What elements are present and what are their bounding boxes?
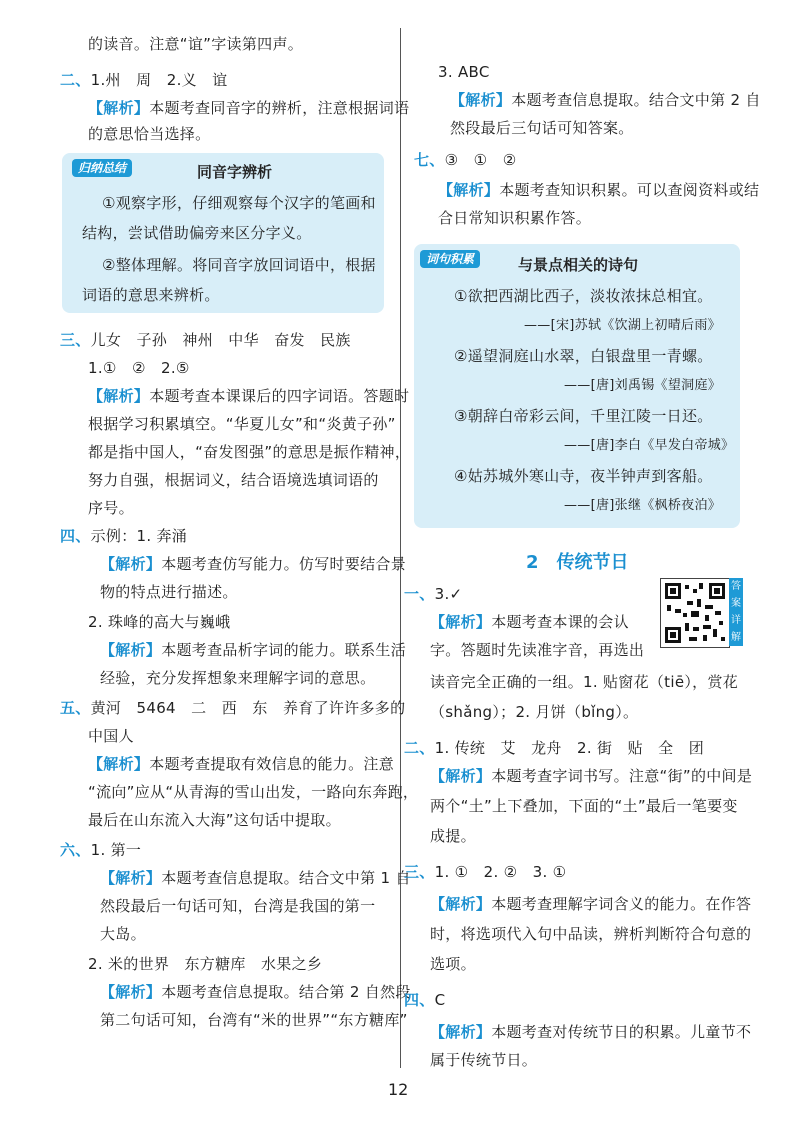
analysis bbox=[430, 766, 752, 786]
answer: 1. 传统 艾 龙舟 2. 街 贴 全 团 bbox=[434, 739, 705, 757]
section-1 bbox=[404, 584, 462, 604]
analysis-text: 两个“土”上下叠加，下面的“土”最后一笔要变 bbox=[430, 797, 738, 815]
section-4 bbox=[60, 526, 187, 546]
qr-label: 答 案 详 解 bbox=[729, 578, 743, 646]
poem-attribution: ——[宋]苏轼《饮湖上初晴后雨》 bbox=[524, 318, 721, 333]
analysis-text: 最后在山东流入大海”这句话中提取。 bbox=[88, 811, 341, 829]
analysis-text: 物的特点进行描述。 bbox=[100, 583, 238, 601]
analysis-text: 本题考查对传统节日的积累。儿童节不 bbox=[491, 1023, 752, 1041]
analysis bbox=[100, 982, 411, 1002]
analysis-text: 努力自强，根据词义，结合语境选填词语的 bbox=[88, 471, 379, 489]
poem-box bbox=[414, 244, 740, 528]
poem-line: ①欲把西湖比西子，淡妆浓抹总相宜。 bbox=[454, 287, 713, 305]
section-number: 四、 bbox=[404, 991, 435, 1009]
summary-text: 词语的意思来辨析。 bbox=[82, 286, 220, 304]
qr-code-icon[interactable] bbox=[660, 578, 730, 648]
analysis-tag: 【解析】 bbox=[438, 181, 500, 199]
qr-code-graphic bbox=[661, 579, 729, 647]
analysis-text: 根据学习积累填空。“华夏儿女”和“炎黄子孙” bbox=[88, 415, 396, 433]
poem-line: ③朝辞白帝彩云间，千里江陵一日还。 bbox=[454, 407, 713, 425]
answer: 3.✓ bbox=[434, 585, 463, 603]
analysis bbox=[88, 98, 409, 118]
analysis-text: 本题考查本课的会认 bbox=[491, 613, 629, 631]
summary-text: ①观察字形，仔细观察每个汉字的笔画和 bbox=[102, 194, 376, 212]
section-2 bbox=[404, 738, 704, 758]
analysis-tag: 【解析】 bbox=[100, 555, 162, 573]
analysis-tag: 【解析】 bbox=[430, 1023, 492, 1041]
summary-text: ②整体理解。将同音字放回词语中，根据 bbox=[102, 256, 376, 274]
analysis-tag: 【解析】 bbox=[430, 767, 492, 785]
poem-attribution: ——[唐]李白《早发白帝城》 bbox=[564, 438, 735, 453]
analysis-text: 字。答题时先读准字音，再选出 bbox=[430, 641, 645, 659]
answer: 1.州 周 2.义 谊 bbox=[90, 71, 228, 89]
analysis-text: 成提。 bbox=[430, 827, 476, 845]
answer: 1.① ② 2.⑤ bbox=[88, 359, 190, 377]
analysis-tag: 【解析】 bbox=[100, 869, 162, 887]
answer: 3. ABC bbox=[438, 63, 490, 81]
analysis-tag: 【解析】 bbox=[430, 613, 492, 631]
answer: ③ ① ② bbox=[444, 151, 517, 169]
answer: 黄河 5464 二 西 东 养育了许许多多的 bbox=[90, 699, 406, 717]
answer: 1. ① 2. ② 3. ① bbox=[434, 863, 567, 881]
answer: 2. 米的世界 东方糖库 水果之乡 bbox=[88, 955, 323, 973]
poem-attribution: ——[唐]刘禹锡《望洞庭》 bbox=[564, 378, 722, 393]
section-6 bbox=[60, 840, 141, 860]
analysis-tag: 【解析】 bbox=[450, 91, 512, 109]
summary-text: 结构，尝试借助偏旁来区分字义。 bbox=[82, 224, 312, 242]
answer: 2. 珠峰的高大与巍峨 bbox=[88, 613, 231, 631]
analysis-text: 本题考查信息提取。结合第 2 自然段 bbox=[161, 983, 411, 1001]
analysis-text: 本题考查提取有效信息的能力。注意 bbox=[149, 755, 395, 773]
answer: 1. 第一 bbox=[90, 841, 142, 859]
section-3 bbox=[404, 862, 566, 882]
analysis bbox=[88, 754, 394, 774]
analysis-tag: 【解析】 bbox=[100, 983, 162, 1001]
analysis bbox=[100, 554, 406, 574]
analysis bbox=[100, 868, 411, 888]
answer: 儿女 子孙 神州 中华 奋发 民族 bbox=[90, 331, 351, 349]
analysis-text: 时，将选项代入句中品读，辨析判断符合句意的 bbox=[430, 925, 752, 943]
analysis-text: 大岛。 bbox=[100, 925, 146, 943]
analysis-text: 的意思恰当选择。 bbox=[88, 125, 211, 143]
analysis-text: 选项。 bbox=[430, 955, 476, 973]
section-number: 七、 bbox=[414, 151, 445, 169]
analysis-tag: 【解析】 bbox=[88, 755, 150, 773]
section-number: 四、 bbox=[60, 527, 91, 545]
analysis-text: 本题考查知识积累。可以查阅资料或结 bbox=[499, 181, 760, 199]
analysis-tag: 【解析】 bbox=[88, 387, 150, 405]
analysis-text: 都是指中国人，“奋发图强”的意思是振作精神， bbox=[88, 443, 411, 461]
analysis-text: 然段最后三句话可知答案。 bbox=[450, 119, 634, 137]
section-number: 三、 bbox=[60, 331, 91, 349]
analysis bbox=[430, 612, 629, 632]
analysis-text: 经验，充分发挥想象来理解字词的意思。 bbox=[100, 669, 376, 687]
analysis bbox=[430, 894, 751, 914]
analysis-text: 本题考查本课课后的四字词语。答题时 bbox=[149, 387, 410, 405]
analysis bbox=[438, 180, 759, 200]
section-5 bbox=[60, 698, 405, 718]
poem-title: 与景点相关的诗句 bbox=[518, 256, 639, 274]
lesson-title: 2 传统节日 bbox=[526, 552, 629, 573]
analysis-tag: 【解析】 bbox=[430, 895, 492, 913]
analysis-text: （shǎng）；2. 月饼（bǐng）。 bbox=[430, 703, 639, 721]
analysis-text: 本题考查字词书写。注意“街”的中间是 bbox=[491, 767, 753, 785]
analysis-text: 读音完全正确的一组。1. 贴窗花（tiē），赏花 bbox=[430, 673, 739, 691]
page-number: 12 bbox=[388, 1080, 409, 1099]
section-number: 一、 bbox=[404, 585, 435, 603]
poem-badge: 词句积累 bbox=[420, 250, 480, 268]
section-number: 二、 bbox=[60, 71, 91, 89]
section-7 bbox=[414, 150, 516, 170]
summary-badge: 归纳总结 bbox=[72, 159, 132, 177]
analysis-text: 属于传统节日。 bbox=[430, 1051, 538, 1069]
section-number: 五、 bbox=[60, 699, 91, 717]
poem-line: ④姑苏城外寒山寺，夜半钟声到客船。 bbox=[454, 467, 713, 485]
summary-box bbox=[62, 153, 384, 313]
analysis bbox=[430, 1022, 751, 1042]
summary-title: 同音字辨析 bbox=[197, 163, 273, 181]
analysis-text: 本题考查信息提取。结合文中第 2 自 bbox=[511, 91, 761, 109]
analysis-text: 本题考查理解字词含义的能力。在作答 bbox=[491, 895, 752, 913]
poem-line: ②遥望洞庭山水翠，白银盘里一青螺。 bbox=[454, 347, 713, 365]
section-3 bbox=[60, 330, 351, 350]
text-line: 的读音。注意“谊”字读第四声。 bbox=[88, 35, 304, 53]
answer: 中国人 bbox=[88, 727, 134, 745]
analysis-text: “流向”应从“从青海的雪山出发，一路向东奔跑， bbox=[88, 783, 419, 801]
section-number: 三、 bbox=[404, 863, 435, 881]
analysis-text: 本题考查信息提取。结合文中第 1 自 bbox=[161, 869, 411, 887]
analysis-text: 本题考查同音字的辨析，注意根据词语 bbox=[149, 99, 410, 117]
analysis bbox=[450, 90, 761, 110]
section-number: 六、 bbox=[60, 841, 91, 859]
analysis-text: 第二句话可知，台湾有“米的世界”“东方糖库” bbox=[100, 1011, 408, 1029]
analysis bbox=[100, 640, 406, 660]
section-number: 二、 bbox=[404, 739, 435, 757]
analysis-tag: 【解析】 bbox=[88, 99, 150, 117]
section-4 bbox=[404, 990, 445, 1010]
analysis bbox=[88, 386, 409, 406]
analysis-text: 本题考查品析字词的能力。联系生活 bbox=[161, 641, 407, 659]
section-2 bbox=[60, 70, 228, 90]
analysis-text: 序号。 bbox=[88, 499, 134, 517]
analysis-tag: 【解析】 bbox=[100, 641, 162, 659]
poem-attribution: ——[唐]张继《枫桥夜泊》 bbox=[564, 498, 722, 513]
answer: C bbox=[434, 991, 446, 1009]
analysis-text: 本题考查仿写能力。仿写时要结合景 bbox=[161, 555, 407, 573]
column-divider bbox=[400, 28, 401, 1068]
answer: 示例：1. 奔涌 bbox=[90, 527, 188, 545]
analysis-text: 然段最后一句话可知，台湾是我国的第一 bbox=[100, 897, 376, 915]
analysis-text: 合日常知识积累作答。 bbox=[438, 209, 592, 227]
